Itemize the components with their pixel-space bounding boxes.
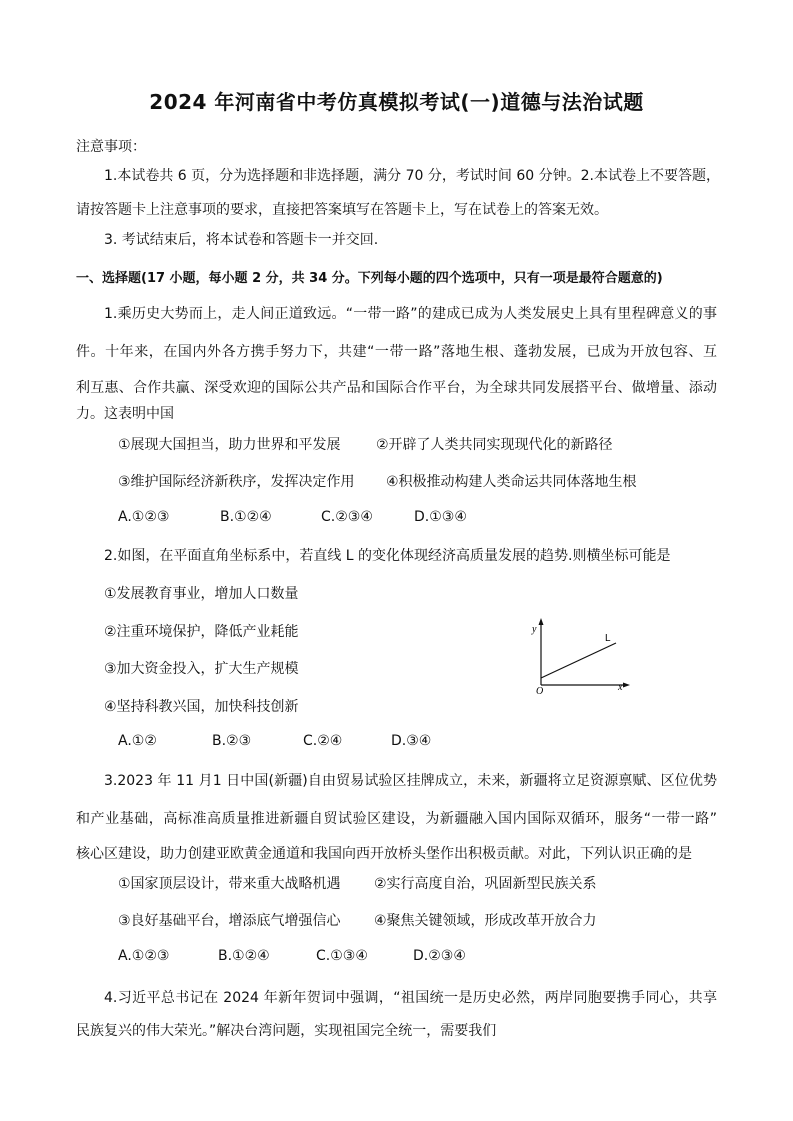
q3-stem-line-3: 核心区建设，助力创建亚欧黄金通道和我国向西开放桥头堡作出积极贡献。对此，下列认识正确的是: [76, 846, 692, 862]
q1-item-4: ④积极推动构建人类命运共同体落地生根: [386, 474, 637, 490]
page-title: 2024 年河南省中考仿真模拟考试(一)道德与法治试题: [149, 90, 644, 114]
q3-choice-a: A.①②③: [118, 948, 170, 964]
q3-stem-line-1: 3.2023 年 11 月1 日中国(新疆)自由贸易试验区挂牌成立，未来，新疆将立足资源禀赋、区位优势: [104, 773, 717, 789]
y-axis-label: y: [532, 624, 537, 635]
q1-item-1: ①展现大国担当，助力世界和平发展: [118, 437, 341, 453]
notes-line-3: 3. 考试结束后，将本试卷和答题卡一并交回.: [104, 232, 379, 248]
q3-stem-line-2: 和产业基础，高标准高质量推进新疆自贸试验区建设，为新疆融入国内国际双循环，服务“一带一路”: [76, 811, 717, 827]
section-heading: 一、选择题(17 小题，每小题 2 分，共 34 分。下列每小题的四个选项中，只有一项是最符合题意的): [76, 271, 663, 286]
q2-stem: 2.如图，在平面直角坐标系中，若直线 L 的变化体现经济高质量发展的趋势.则横坐标可能是: [104, 548, 671, 564]
q1-stem-line-1: 1.乘历史大势而上，走人间正道致远。“一带一路”的建成已成为人类发展史上具有里程碑意义的事: [104, 306, 717, 322]
y-axis-arrow: [539, 618, 544, 625]
notes-heading: 注意事项：: [76, 139, 146, 155]
q2-item-3: ③加大资金投入，扩大生产规模: [104, 661, 299, 677]
coordinate-graph: [528, 616, 632, 696]
q4-stem-line-1: 4.习近平总书记在 2024 年新年贺词中强调，“祖国统一是历史必然，两岸同胞要携手同心，共享: [104, 990, 717, 1006]
q1-choice-d: D.①③④: [414, 509, 467, 525]
line-l: [541, 643, 616, 678]
q1-stem-line-4: 力。这表明中国: [76, 406, 174, 422]
q3-item-1: ①国家顶层设计，带来重大战略机遇: [118, 876, 341, 892]
q1-choice-a: A.①②③: [118, 509, 170, 525]
notes-line-1: 1.本试卷共 6 页，分为选择题和非选择题，满分 70 分，考试时间 60 分钟。2.本试卷上不要答题，: [104, 168, 720, 184]
q1-stem-line-3: 利互惠、合作共赢、深受欢迎的国际公共产品和国际合作平台，为全球共同发展搭平台、做增量、添动: [76, 380, 717, 396]
q3-item-2: ②实行高度自治，巩固新型民族关系: [374, 876, 597, 892]
q1-choice-b: B.①②④: [220, 509, 272, 525]
q3-choice-c: C.①③④: [316, 948, 368, 964]
q2-item-2: ②注重环境保护，降低产业耗能: [104, 624, 299, 640]
q2-item-1: ①发展教育事业，增加人口数量: [104, 586, 299, 602]
q3-choice-d: D.②③④: [413, 948, 466, 964]
q1-item-2: ②开辟了人类共同实现现代化的新路径: [376, 437, 613, 453]
q1-stem-line-2: 件。十年来，在国内外各方携手努力下，共建“一带一路”落地生根、蓬勃发展，已成为开放包容、互: [76, 344, 717, 360]
q3-choice-b: B.①②④: [218, 948, 270, 964]
line-l-label: L: [605, 633, 611, 644]
q4-stem-line-2: 民族复兴的伟大荣光。”解决台湾问题，实现祖国完全统一，需要我们: [76, 1023, 497, 1039]
origin-label: O: [536, 686, 544, 696]
q1-item-3: ③维护国际经济新秩序，发挥决定作用: [118, 474, 355, 490]
q2-choice-c: C.②④: [303, 733, 343, 749]
q3-item-3: ③良好基础平台，增添底气增强信心: [118, 913, 341, 929]
q2-choice-b: B.②③: [212, 733, 252, 749]
q2-choice-d: D.③④: [391, 733, 432, 749]
notes-line-2: 请按答题卡上注意事项的要求，直接把答案填写在答题卡上，写在试卷上的答案无效。: [76, 202, 608, 218]
q1-choice-c: C.②③④: [321, 509, 373, 525]
q3-item-4: ④聚焦关键领域，形成改革开放合力: [374, 913, 597, 929]
x-axis-arrow: [623, 683, 630, 688]
x-axis-label: x: [618, 682, 623, 693]
q2-item-4: ④坚持科教兴国，加快科技创新: [104, 699, 299, 715]
q2-choice-a: A.①②: [118, 733, 157, 749]
